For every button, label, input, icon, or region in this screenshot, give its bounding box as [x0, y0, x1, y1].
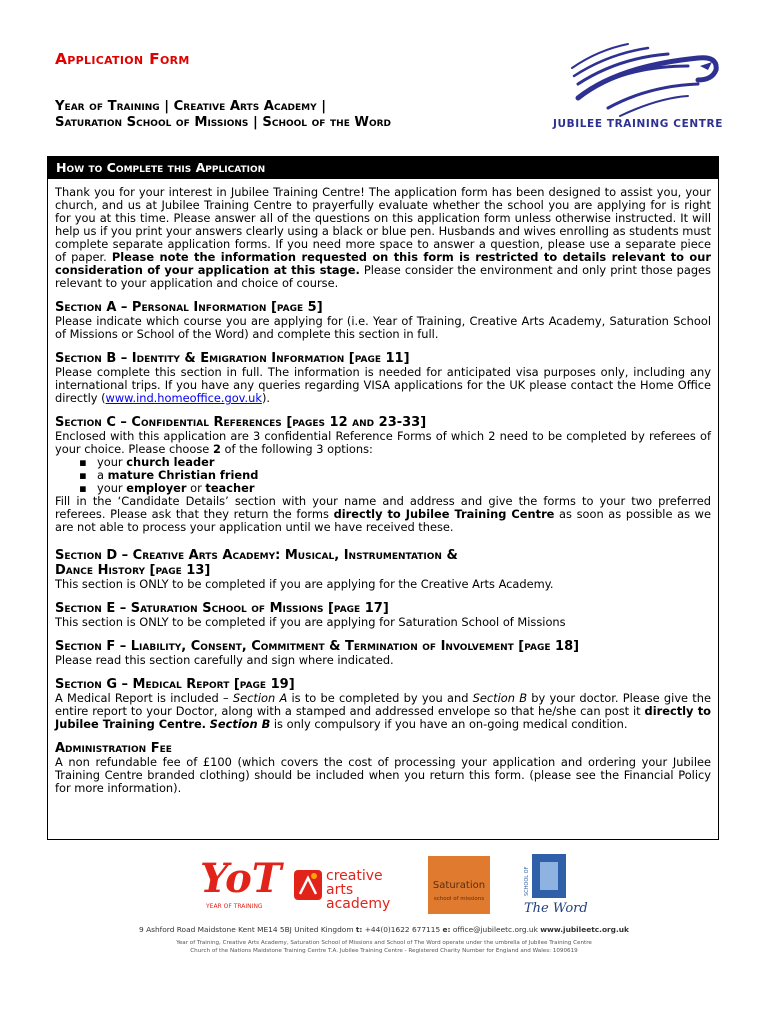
section-f — [55, 639, 711, 667]
instructions-body — [48, 179, 718, 795]
footer-charity-note — [0, 939, 768, 955]
section-c-text — [55, 430, 711, 456]
caa-word-3: academy — [326, 896, 391, 912]
footer-phone: +44(0)1622 677115 — [362, 925, 443, 934]
section-a-title: Section A – Personal Information [page 5] — [55, 300, 323, 315]
section-g-return-note: directly to Jubilee Training Centre. — [55, 704, 711, 731]
saturation-logo — [428, 856, 490, 914]
option-3-prefix: your — [97, 481, 127, 495]
section-d-title-line-1: Section D – Creative Arts Academy: Musical, Instrumentation & — [55, 548, 458, 563]
option-2-label: mature Christian friend — [107, 468, 259, 482]
section-c-return-note: directly to Jubilee Training Centre — [333, 507, 555, 521]
section-g-text-5: is only compulsory if you have an on-going medical condition. — [270, 717, 628, 731]
footer-note-line-1: Year of Training, Creative Arts Academy, Saturation School of Missions and School of The Word operate under the umbrella of Jubilee Training Centre — [176, 940, 592, 946]
home-office-link[interactable]: www.ind.homeoffice.gov.uk — [105, 391, 262, 405]
section-c-text-1: Enclosed with this application are 3 confidential Reference Forms of which 2 need to be completed by referees of your choice. Please choose — [55, 429, 711, 456]
section-c-text-2: of the following 3 options: — [220, 442, 373, 456]
admin-fee-section — [55, 741, 711, 795]
section-g-text-3: by your doctor. Please give the entire report to your Doctor, along with a stamped and addressed envelope so that he/she can post it — [55, 691, 711, 718]
sotw-logo-text: The Word — [524, 901, 588, 916]
section-c-instructions — [55, 495, 711, 534]
section-e — [55, 601, 711, 629]
email-label: e: — [442, 925, 451, 934]
intro-paragraph — [55, 186, 711, 290]
referee-count: 2 — [212, 442, 221, 456]
section-b-text-tail: ). — [261, 391, 271, 405]
option-3-or: or — [186, 481, 206, 495]
section-d-title-line-2: Dance History [page 13] — [55, 563, 211, 578]
footer-note-line-2: Church of the Nations Maidstone Training Centre T.A. Jubilee Training Centre - Registered Charity Number for England and Wales: 1090619 — [190, 948, 578, 954]
intro-environment-note: Please consider the environment and only print those pages relevant to your application and choice of course. — [55, 263, 711, 290]
footer-address: 9 Ashford Road Maidstone Kent ME14 5BJ United Kingdom — [139, 925, 356, 934]
section-g-ref-b-bold: Section B — [209, 717, 271, 731]
course-list — [55, 99, 391, 131]
yot-logo-subtext: YEAR OF TRAINING — [206, 903, 263, 910]
jubilee-logo-text: JUBILEE TRAINING CENTRE — [553, 118, 723, 130]
section-b-text-body: Please complete this section in full. The information is needed for anticipated visa purposes only, including any international trips. If you have any queries regarding VISA applications for the UK please contact the Home Office directly ( — [55, 365, 711, 405]
section-e-text: This section is ONLY to be completed if you are applying for Saturation School of Missions — [55, 615, 566, 629]
footer-email: office@jubileetc.org.uk — [450, 925, 541, 934]
saturation-logo-subtext: school of missions — [433, 896, 485, 902]
admin-fee-text: A non refundable fee of £100 (which covers the cost of processing your application and ordering your Jubilee Training Centre branded clothing) should be included when you return this form. (please see the Financial Policy for more information). — [55, 755, 711, 795]
caa-logo-mark — [294, 870, 322, 900]
section-a — [55, 300, 711, 341]
option-1-label: church leader — [126, 455, 215, 469]
section-f-text: Please read this section carefully and sign where indicated. — [55, 653, 394, 667]
instructions-heading: How to Complete this Application — [48, 157, 718, 179]
option-3-label-teacher: teacher — [205, 481, 255, 495]
section-c-title: Section C – Confidential References [pages 12 and 23-33] — [55, 415, 427, 430]
option-1-prefix: your — [97, 455, 127, 469]
saturation-logo-text: Saturation — [432, 880, 486, 891]
option-3-label-employer: employer — [126, 481, 187, 495]
section-b-text — [55, 366, 711, 405]
section-f-title: Section F – Liability, Consent, Commitment & Termination of Involvement [page 18] — [55, 639, 580, 654]
referee-options — [55, 456, 711, 495]
course-list-line-2: Saturation School of Missions | School of the Word — [55, 115, 392, 130]
footer-website: www.jubileetc.org.uk — [540, 925, 629, 934]
section-d-text: This section is ONLY to be completed if you are applying for the Creative Arts Academy. — [55, 577, 554, 591]
intro-restriction-note: Please note the information requested on this form is restricted to details relevant to our consideration of your application at this stage. — [55, 250, 711, 277]
instructions-box — [47, 156, 719, 840]
section-e-title: Section E – Saturation School of Missions [page 17] — [55, 601, 389, 616]
section-d — [55, 548, 711, 591]
section-c-instructions-1: Fill in the ‘Candidate Details’ section with your name and address and give the forms to your two preferred referees. Please ask that they return the forms — [55, 494, 711, 521]
section-g-text-1: A Medical Report is included – — [55, 691, 233, 705]
caa-word-1: creative — [326, 868, 383, 884]
intro-text: Thank you for your interest in Jubilee Training Centre! The application form has been designed to assist you, your church, and us at Jubilee Training Centre to prayerfully evaluate whether the school you are applying for is right for you at this time. Please answer all of the questions on this application form unless otherwise instructed. It will help us if you print your answers clearly using a black or blue pen. Husbands and wives enrolling as students must complete separate application forms. If you need more space to answer a question, please use a separate piece of paper. — [55, 185, 711, 264]
section-g-title: Section G – Medical Report [page 19] — [55, 677, 295, 692]
section-b — [55, 351, 711, 405]
sotw-logo-small-text: SCHOOL OF — [524, 866, 530, 896]
school-of-the-word-logo — [524, 854, 588, 916]
yot-logo-text: YoT — [200, 855, 282, 902]
footer-contact — [0, 923, 768, 936]
section-g — [55, 677, 711, 731]
creative-arts-academy-logo — [294, 868, 390, 912]
option-2-prefix: a — [97, 468, 108, 482]
phone-label: t: — [355, 925, 363, 934]
course-list-line-1: Year of Training | Creative Arts Academy | — [55, 99, 327, 114]
section-g-ref-b: Section B — [472, 691, 528, 705]
admin-fee-title: Administration Fee — [55, 741, 172, 756]
section-g-ref-a: Section A — [232, 691, 288, 705]
section-g-text-2: is to be completed by you and — [287, 691, 473, 705]
section-g-text — [55, 692, 711, 731]
section-c — [55, 415, 711, 534]
yot-logo — [200, 855, 285, 910]
caa-word-2: arts — [326, 882, 354, 898]
form-title: Application Form — [55, 50, 190, 68]
section-a-text: Please indicate which course you are applying for (i.e. Year of Training, Creative Arts Academy, Saturation School of Missions or School of the Word) and complete this section in full. — [55, 314, 711, 341]
section-c-instructions-2: as soon as possible as we are not able to process your application until we have received these. — [55, 507, 711, 534]
referee-option-employer-teacher — [79, 482, 711, 495]
school-logos — [190, 848, 590, 918]
section-b-title: Section B – Identity & Emigration Information [page 11] — [55, 351, 410, 366]
